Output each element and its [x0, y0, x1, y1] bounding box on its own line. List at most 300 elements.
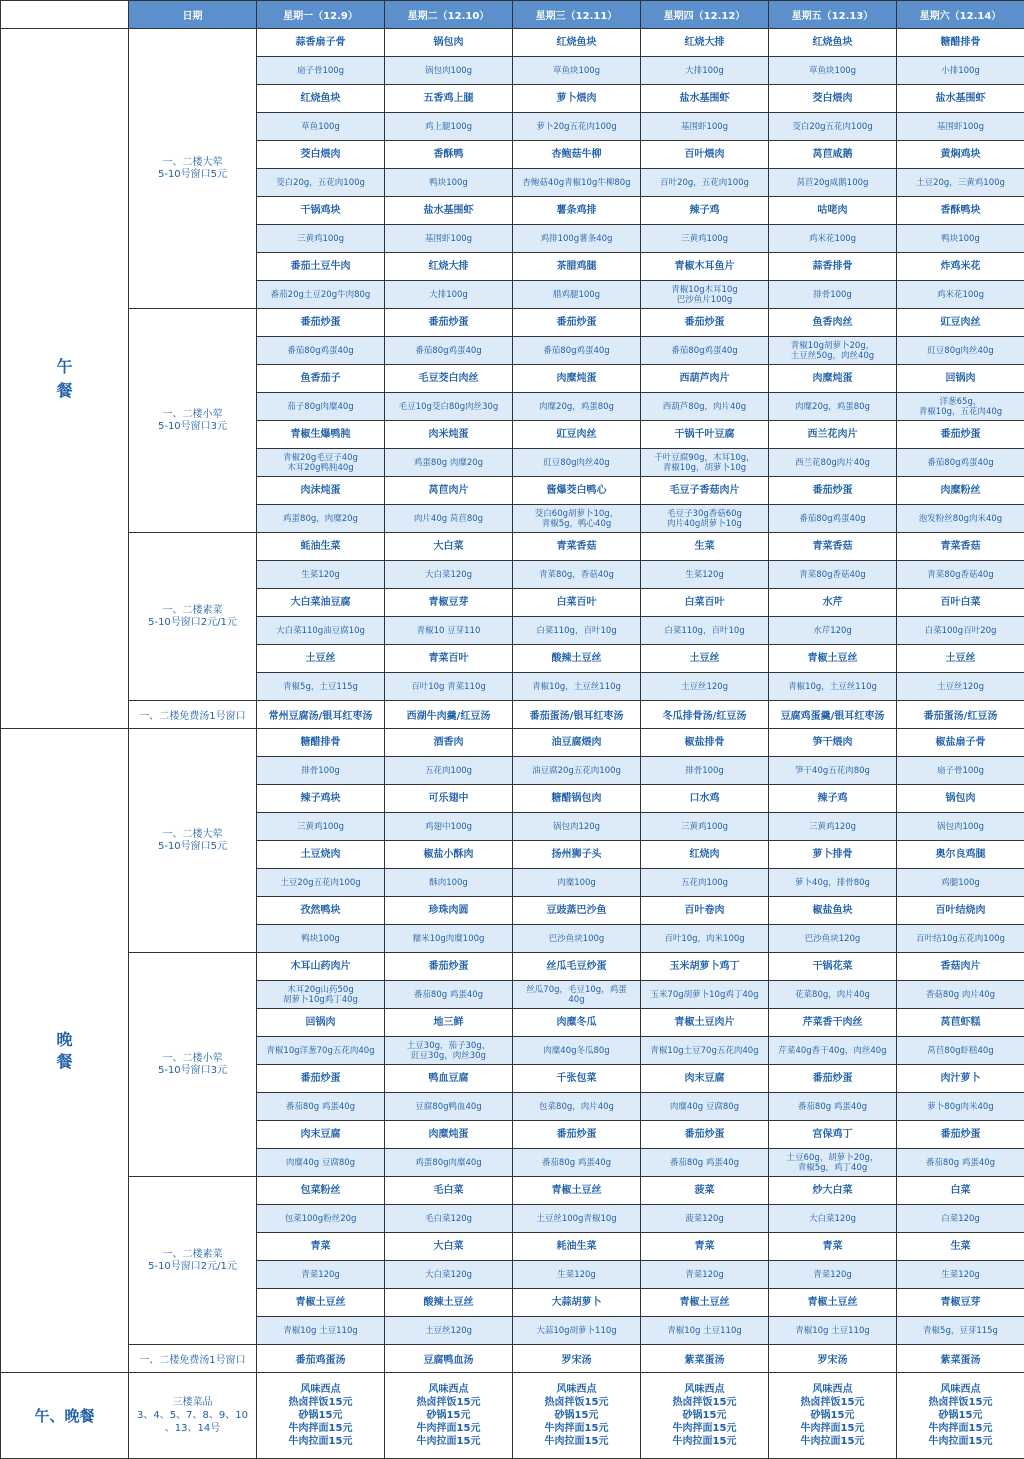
dish-name: 椒盐扇子骨: [897, 729, 1024, 757]
dish-name: 炸鸡米花: [897, 253, 1024, 281]
dish-ingredients: 大白菜120g: [385, 561, 513, 589]
dish-name: 薯条鸡排: [513, 197, 641, 225]
dish-name: 可乐翅中: [385, 785, 513, 813]
dish-ingredients: 百叶20g，五花肉100g: [641, 169, 769, 197]
dish-ingredients: 西葫芦80g，肉片40g: [641, 393, 769, 421]
dish-ingredients: 土豆丝120g: [897, 673, 1024, 701]
dish-name: 豇豆肉丝: [897, 309, 1024, 337]
dish-ingredients: 豇豆80g肉丝40g: [897, 337, 1024, 365]
dish-name: 酱爆茭白鸭心: [513, 477, 641, 505]
dish-name: 白菜百叶: [641, 589, 769, 617]
dish-ingredients: 鸡蛋80g，肉糜20g: [257, 505, 385, 533]
dish-name: 肉沫炖蛋: [257, 477, 385, 505]
dish-ingredients: 土豆丝120g: [385, 1317, 513, 1345]
dish-ingredients: 萝卜80g肉米40g: [897, 1093, 1024, 1121]
soup-name: 紫菜蛋汤: [897, 1345, 1024, 1373]
soup-name: 冬瓜排骨汤/红豆汤: [641, 701, 769, 729]
dish-ingredients: 肉糜100g: [513, 869, 641, 897]
soup-row: [1, 701, 1024, 729]
dish-name: 孜然鸭块: [257, 897, 385, 925]
dish-name: 青菜香菇: [513, 533, 641, 561]
dish-name: 口水鸡: [641, 785, 769, 813]
dish-name: 香酥鸭: [385, 141, 513, 169]
dish-name: 肉糜冬瓜: [513, 1009, 641, 1037]
dish-name: 番茄炒蛋: [897, 421, 1024, 449]
combo-items: 风味西点 热卤拌饭15元 砂锅15元 牛肉拌面15元 牛肉拉面15元: [385, 1373, 513, 1459]
dish-ingredients: 番茄80g 鸡蛋40g: [257, 1093, 385, 1121]
dish-ingredients: 基围虾100g: [385, 225, 513, 253]
dish-row: [1, 953, 1024, 981]
dish-ingredients: 巴沙鱼块100g: [513, 925, 641, 953]
dish-ingredients: 青菜120g: [769, 1261, 897, 1289]
dish-name: 珍珠肉圆: [385, 897, 513, 925]
combo-items: 风味西点 热卤拌饭15元 砂锅15元 牛肉拌面15元 牛肉拉面15元: [513, 1373, 641, 1459]
dish-ingredients: 包菜100g粉丝20g: [257, 1205, 385, 1233]
dish-name: 五香鸡上腿: [385, 85, 513, 113]
dish-ingredients: 三黄鸡100g: [641, 813, 769, 841]
header-corner: [1, 1, 129, 29]
dish-name: 香菇肉片: [897, 953, 1024, 981]
dish-ingredients: 生菜120g: [513, 1261, 641, 1289]
combo-items: 风味西点 热卤拌饭15元 砂锅15元 牛肉拌面15元 牛肉拉面15元: [641, 1373, 769, 1459]
dish-ingredients: 西兰花80g肉片40g: [769, 449, 897, 477]
dish-name: 酒香肉: [385, 729, 513, 757]
dish-name: 番茄炒蛋: [897, 1121, 1024, 1149]
dish-name: 千张包菜: [513, 1065, 641, 1093]
dish-name: 青椒土豆丝: [513, 1177, 641, 1205]
dish-ingredients: 草鱼块100g: [513, 57, 641, 85]
dish-name: 生菜: [897, 1233, 1024, 1261]
soup-category-label: 一、二楼免费汤1号窗口: [129, 701, 257, 729]
dish-ingredients: 番茄80g鸡蛋40g: [769, 505, 897, 533]
dish-name: 椒盐小酥肉: [385, 841, 513, 869]
dish-name: 肉末豆腐: [257, 1121, 385, 1149]
dish-name: 笋干煨肉: [769, 729, 897, 757]
dish-name: 番茄炒蛋: [257, 1065, 385, 1093]
dish-ingredients: 青椒10g木耳10g 巴沙鱼片100g: [641, 281, 769, 309]
dish-ingredients: 番茄80g 鸡蛋40g: [513, 1149, 641, 1177]
combo-items: 风味西点 热卤拌饭15元 砂锅15元 牛肉拌面15元 牛肉拉面15元: [257, 1373, 385, 1459]
dish-ingredients: 青椒5g，豆芽115g: [897, 1317, 1024, 1345]
dish-ingredients: 白菜110g，百叶10g: [513, 617, 641, 645]
dish-name: 白菜百叶: [513, 589, 641, 617]
dish-ingredients: 大排100g: [385, 281, 513, 309]
dish-ingredients: 花菜80g，肉片40g: [769, 981, 897, 1009]
dish-ingredients: 大白菜120g: [385, 1261, 513, 1289]
dish-name: 蒜香排骨: [769, 253, 897, 281]
dish-ingredients: 肉糜40g 豆腐80g: [257, 1149, 385, 1177]
dish-name: 青椒豆芽: [385, 589, 513, 617]
dish-name: 红烧鱼块: [257, 85, 385, 113]
dish-name: 青菜: [257, 1233, 385, 1261]
dish-ingredients: 青椒10g 土豆110g: [257, 1317, 385, 1345]
dish-ingredients: 番茄20g土豆20g牛肉80g: [257, 281, 385, 309]
dish-name: 莴苣肉片: [385, 477, 513, 505]
dish-ingredients: 鸡米花100g: [769, 225, 897, 253]
soup-name: 番茄蛋汤/红豆汤: [897, 701, 1024, 729]
dish-ingredients: 毛豆10g茭白80g肉丝30g: [385, 393, 513, 421]
dish-ingredients: 鸡翅中100g: [385, 813, 513, 841]
dish-ingredients: 包菜80g，肉片40g: [513, 1093, 641, 1121]
dish-ingredients: 排骨100g: [641, 757, 769, 785]
dish-name: 香酥鸭块: [897, 197, 1024, 225]
dish-ingredients: 白菜120g: [897, 1205, 1024, 1233]
dish-name: 青椒土豆丝: [641, 1289, 769, 1317]
dish-ingredients: 五花肉100g: [385, 757, 513, 785]
soup-name: 西湖牛肉羹/红豆汤: [385, 701, 513, 729]
dish-name: 鱼香茄子: [257, 365, 385, 393]
dish-name: 土豆丝: [641, 645, 769, 673]
dish-name: 干锅鸡块: [257, 197, 385, 225]
dish-ingredients: 土豆30g，茄子30g， 豇豆30g，肉丝30g: [385, 1037, 513, 1065]
dish-name: 耗油生菜: [513, 1233, 641, 1261]
dish-name: 毛豆子香菇肉片: [641, 477, 769, 505]
dish-name: 鱼香肉丝: [769, 309, 897, 337]
dish-ingredients: 百叶10g，肉米100g: [641, 925, 769, 953]
dish-ingredients: 青椒10g土豆70g五花肉40g: [641, 1037, 769, 1065]
dish-ingredients: 白菜110g，百叶10g: [641, 617, 769, 645]
dish-name: 糖醋排骨: [897, 29, 1024, 57]
dish-name: 青菜百叶: [385, 645, 513, 673]
dish-name: 番茄炒蛋: [769, 1065, 897, 1093]
dish-ingredients: 杏鲍菇40g青椒10g牛柳80g: [513, 169, 641, 197]
dish-ingredients: 鸭块100g: [257, 925, 385, 953]
dish-ingredients: 草鱼块100g: [769, 57, 897, 85]
dish-name: 酸辣土豆丝: [385, 1289, 513, 1317]
dish-name: 包菜粉丝: [257, 1177, 385, 1205]
dish-ingredients: 茄子80g肉糜40g: [257, 393, 385, 421]
soup-name: 罗宋汤: [513, 1345, 641, 1373]
dish-ingredients: 油豆腐20g五花肉100g: [513, 757, 641, 785]
dish-ingredients: 基围虾100g: [641, 113, 769, 141]
dish-ingredients: 糯米10g肉糜100g: [385, 925, 513, 953]
dish-ingredients: 青椒10g洋葱70g五花肉40g: [257, 1037, 385, 1065]
dish-ingredients: 土豆60g，胡萝卜20g， 青椒5g，鸡丁40g: [769, 1149, 897, 1177]
dish-name: 青椒土豆丝: [769, 645, 897, 673]
dish-ingredients: 香菇80g 肉片40g: [897, 981, 1024, 1009]
dish-name: 辣子鸡: [641, 197, 769, 225]
dish-ingredients: 大白菜110g油豆腐10g: [257, 617, 385, 645]
dish-name: 青椒木耳鱼片: [641, 253, 769, 281]
dish-ingredients: 青椒5g，土豆115g: [257, 673, 385, 701]
dish-ingredients: 番茄80g鸡蛋40g: [513, 337, 641, 365]
dish-name: 西葫芦肉片: [641, 365, 769, 393]
dish-name: 地三鲜: [385, 1009, 513, 1037]
dish-ingredients: 肉片40g 莴苣80g: [385, 505, 513, 533]
soup-name: 豆腐鸡蛋羹/银耳红枣汤: [769, 701, 897, 729]
dish-ingredients: 莴苣20g咸鹅100g: [769, 169, 897, 197]
dish-ingredients: 洋葱65g， 青椒10g，五花肉40g: [897, 393, 1024, 421]
dish-name: 红烧大排: [385, 253, 513, 281]
dish-ingredients: 番茄80g鸡蛋40g: [385, 337, 513, 365]
dish-name: 糖醋排骨: [257, 729, 385, 757]
dish-name: 盐水基围虾: [385, 197, 513, 225]
dish-name: 肉末豆腐: [641, 1065, 769, 1093]
dish-name: 椒盐排骨: [641, 729, 769, 757]
dish-name: 红烧肉: [641, 841, 769, 869]
dish-ingredients: 锅包肉120g: [513, 813, 641, 841]
dish-name: 炒大白菜: [769, 1177, 897, 1205]
dish-name: 土豆丝: [257, 645, 385, 673]
dish-ingredients: 番茄80g鸡蛋40g: [257, 337, 385, 365]
dish-ingredients: 三黄鸡100g: [257, 813, 385, 841]
dish-name: 青椒生爆鸭肫: [257, 421, 385, 449]
dish-ingredients: 水芹120g: [769, 617, 897, 645]
dish-name: 回锅肉: [897, 365, 1024, 393]
header-day: 星期六（12.14）: [897, 1, 1024, 29]
category-label: 一、二楼小荤 5-10号窗口3元: [129, 309, 257, 533]
header-date-label: 日期: [129, 1, 257, 29]
dish-name: 黄焖鸡块: [897, 141, 1024, 169]
dish-name: 土豆丝: [897, 645, 1024, 673]
dish-ingredients: 腊鸡腿100g: [513, 281, 641, 309]
dish-ingredients: 扇子骨100g: [897, 757, 1024, 785]
meal-label: 晚 餐: [1, 729, 129, 1373]
dish-ingredients: 鸡腿100g: [897, 869, 1024, 897]
dish-ingredients: 三黄鸡120g: [769, 813, 897, 841]
dish-ingredients: 茭白60g胡萝卜10g， 青椒5g，鸭心40g: [513, 505, 641, 533]
dish-ingredients: 木耳20g山药50g 胡萝卜10g鸡丁40g: [257, 981, 385, 1009]
dish-name: 番茄炒蛋: [385, 309, 513, 337]
dish-name: 百叶结烧肉: [897, 897, 1024, 925]
category-label: 一、二楼素菜 5-10号窗口2元/1元: [129, 533, 257, 701]
menu-body: [1, 29, 1024, 1459]
dish-ingredients: 排骨100g: [257, 757, 385, 785]
dish-ingredients: 白菜100g百叶20g: [897, 617, 1024, 645]
dish-row: [1, 309, 1024, 337]
dish-name: 番茄炒蛋: [257, 309, 385, 337]
dish-ingredients: 茭白20g五花肉100g: [769, 113, 897, 141]
dish-ingredients: 五花肉100g: [641, 869, 769, 897]
dish-name: 百叶煨肉: [641, 141, 769, 169]
combo-items: 风味西点 热卤拌饭15元 砂锅15元 牛肉拌面15元 牛肉拉面15元: [897, 1373, 1024, 1459]
dish-name: 锅包肉: [897, 785, 1024, 813]
dish-name: 咕咾肉: [769, 197, 897, 225]
dish-ingredients: 茭白20g，五花肉100g: [257, 169, 385, 197]
dish-ingredients: 生菜120g: [641, 561, 769, 589]
combo-items: 风味西点 热卤拌饭15元 砂锅15元 牛肉拌面15元 牛肉拉面15元: [769, 1373, 897, 1459]
dish-ingredients: 青椒10g 土豆110g: [769, 1317, 897, 1345]
dish-name: 大白菜: [385, 1233, 513, 1261]
header-row: [1, 1, 1024, 29]
dish-ingredients: 肉糜20g，鸡蛋80g: [513, 393, 641, 421]
header-day: 星期一（12.9）: [257, 1, 385, 29]
dish-name: 萝卜排骨: [769, 841, 897, 869]
dish-name: 番茄炒蛋: [513, 309, 641, 337]
dish-name: 红烧鱼块: [769, 29, 897, 57]
dish-name: 青菜香菇: [897, 533, 1024, 561]
dish-ingredients: 三黄鸡100g: [641, 225, 769, 253]
header-day: 星期五（12.13）: [769, 1, 897, 29]
dish-name: 百叶卷肉: [641, 897, 769, 925]
dish-row: [1, 1177, 1024, 1205]
dish-ingredients: 豇豆80g肉丝40g: [513, 449, 641, 477]
dish-ingredients: 青椒10 豆芽110: [385, 617, 513, 645]
combo-category-label: 三楼菜品 3、4、5、7、8、9、10 、13、14号: [129, 1373, 257, 1459]
dish-name: 西兰花肉片: [769, 421, 897, 449]
dish-ingredients: 萝卜40g，排骨80g: [769, 869, 897, 897]
dish-ingredients: 土豆丝100g青椒10g: [513, 1205, 641, 1233]
dish-ingredients: 番茄80g 鸡蛋40g: [641, 1149, 769, 1177]
dish-ingredients: 青菜120g: [641, 1261, 769, 1289]
soup-name: 罗宋汤: [769, 1345, 897, 1373]
dish-name: 青椒土豆丝: [257, 1289, 385, 1317]
dish-name: 干锅花菜: [769, 953, 897, 981]
dish-name: 番茄土豆牛肉: [257, 253, 385, 281]
dish-ingredients: 鸭块100g: [897, 225, 1024, 253]
header-day: 星期四（12.12）: [641, 1, 769, 29]
dish-ingredients: 生菜120g: [897, 1261, 1024, 1289]
dish-name: 肉米炖蛋: [385, 421, 513, 449]
dish-ingredients: 三黄鸡100g: [257, 225, 385, 253]
dish-name: 青椒土豆肉片: [641, 1009, 769, 1037]
dish-name: 茶腊鸡腿: [513, 253, 641, 281]
dish-ingredients: 鸡排100g薯条40g: [513, 225, 641, 253]
dish-ingredients: 肉糜20g，鸡蛋80g: [769, 393, 897, 421]
dish-ingredients: 千叶豆腐90g，木耳10g， 青椒10g，胡萝卜10g: [641, 449, 769, 477]
dish-name: 椒盐鱼块: [769, 897, 897, 925]
dish-ingredients: 番茄80g鸡蛋40g: [641, 337, 769, 365]
dish-name: 番茄炒蛋: [641, 309, 769, 337]
dish-ingredients: 丝瓜70g，毛豆10g，鸡蛋 40g: [513, 981, 641, 1009]
dish-ingredients: 排骨100g: [769, 281, 897, 309]
dish-ingredients: 青菜120g: [257, 1261, 385, 1289]
dish-ingredients: 番茄80g 鸡蛋40g: [385, 981, 513, 1009]
dish-ingredients: 锅包肉100g: [897, 813, 1024, 841]
dish-name: 肉汁萝卜: [897, 1065, 1024, 1093]
dish-ingredients: 土豆丝120g: [641, 673, 769, 701]
meal-label: 午 餐: [1, 29, 129, 729]
dish-ingredients: 大白菜120g: [769, 1205, 897, 1233]
dish-name: 扬州狮子头: [513, 841, 641, 869]
dish-row: [1, 533, 1024, 561]
dish-name: 番茄炒蛋: [385, 953, 513, 981]
dish-name: 回锅肉: [257, 1009, 385, 1037]
dish-ingredients: 青椒10g胡萝卜20g， 土豆丝50g，肉丝40g: [769, 337, 897, 365]
dish-ingredients: 大蒜10g胡萝卜110g: [513, 1317, 641, 1345]
dish-name: 鸭血豆腐: [385, 1065, 513, 1093]
dish-ingredients: 生菜120g: [257, 561, 385, 589]
dish-ingredients: 大排100g: [641, 57, 769, 85]
dish-ingredients: 肉糜40g冬瓜80g: [513, 1037, 641, 1065]
dish-ingredients: 青菜80g香菇40g: [897, 561, 1024, 589]
dish-name: 芹菜香干肉丝: [769, 1009, 897, 1037]
dish-ingredients: 青椒20g毛豆子40g 木耳20g鸭肫40g: [257, 449, 385, 477]
third-floor-row: [1, 1373, 1024, 1459]
dish-ingredients: 玉米70g胡萝卜10g鸡丁40g: [641, 981, 769, 1009]
dish-name: 蚝油生菜: [257, 533, 385, 561]
dish-ingredients: 小排100g: [897, 57, 1024, 85]
dish-ingredients: 百叶结10g五花肉100g: [897, 925, 1024, 953]
dish-name: 菠菜: [641, 1177, 769, 1205]
dish-name: 毛豆茭白肉丝: [385, 365, 513, 393]
dish-name: 肉糜炖蛋: [385, 1121, 513, 1149]
dish-name: 宫保鸡丁: [769, 1121, 897, 1149]
dish-ingredients: 鸡蛋80g 肉糜20g: [385, 449, 513, 477]
dish-ingredients: 毛豆子30g香菇60g 肉片40g胡萝卜10g: [641, 505, 769, 533]
dish-ingredients: 扇子骨100g: [257, 57, 385, 85]
dish-ingredients: 青椒10g 土豆110g: [641, 1317, 769, 1345]
dish-name: 油豆腐煨肉: [513, 729, 641, 757]
dish-name: 辣子鸡: [769, 785, 897, 813]
soup-category-label: 一、二楼免费汤1号窗口: [129, 1345, 257, 1373]
dish-ingredients: 百叶10g 青菜110g: [385, 673, 513, 701]
dish-name: 糖醋锅包肉: [513, 785, 641, 813]
dish-ingredients: 笋干40g五花肉80g: [769, 757, 897, 785]
dish-ingredients: 泡发粉丝80g肉米40g: [897, 505, 1024, 533]
dish-ingredients: 土豆20g五花肉100g: [257, 869, 385, 897]
dish-name: 盐水基围虾: [641, 85, 769, 113]
soup-name: 番茄鸡蛋汤: [257, 1345, 385, 1373]
dish-ingredients: 菠菜120g: [641, 1205, 769, 1233]
soup-name: 番茄蛋汤/银耳红枣汤: [513, 701, 641, 729]
dish-name: 豆豉蒸巴沙鱼: [513, 897, 641, 925]
dish-ingredients: 鸡米花100g: [897, 281, 1024, 309]
dish-name: 生菜: [641, 533, 769, 561]
dish-name: 肉糜炖蛋: [769, 365, 897, 393]
dish-ingredients: 鸭块100g: [385, 169, 513, 197]
dish-name: 红烧大排: [641, 29, 769, 57]
dish-name: 木耳山药肉片: [257, 953, 385, 981]
dish-ingredients: 莴苣80g虾糕40g: [897, 1037, 1024, 1065]
soup-row: [1, 1345, 1024, 1373]
dish-name: 大蒜胡萝卜: [513, 1289, 641, 1317]
dish-ingredients: 芹菜40g香干40g，肉丝40g: [769, 1037, 897, 1065]
dish-ingredients: 番茄80g 鸡蛋40g: [769, 1093, 897, 1121]
dish-ingredients: 肉糜40g 豆腐80g: [641, 1093, 769, 1121]
dish-ingredients: 土豆20g，三黄鸡100g: [897, 169, 1024, 197]
dish-name: 水芹: [769, 589, 897, 617]
dish-name: 干锅千叶豆腐: [641, 421, 769, 449]
dish-name: 辣子鸡块: [257, 785, 385, 813]
dish-ingredients: 番茄80g鸡蛋40g: [897, 449, 1024, 477]
dish-ingredients: 豆腐80g鸭血40g: [385, 1093, 513, 1121]
dish-ingredients: 毛白菜120g: [385, 1205, 513, 1233]
dish-name: 奥尔良鸡腿: [897, 841, 1024, 869]
dish-name: 青菜香菇: [769, 533, 897, 561]
dish-ingredients: 锅包肉100g: [385, 57, 513, 85]
dish-ingredients: 萝卜20g五花肉100g: [513, 113, 641, 141]
dish-name: 杏鲍菇牛柳: [513, 141, 641, 169]
dish-ingredients: 基围虾100g: [897, 113, 1024, 141]
dish-ingredients: 青椒10g，土豆丝110g: [769, 673, 897, 701]
dish-name: 莴苣虾糕: [897, 1009, 1024, 1037]
dish-name: 萝卜煨肉: [513, 85, 641, 113]
dish-name: 丝瓜毛豆炒蛋: [513, 953, 641, 981]
dish-ingredients: 鸡上腿100g: [385, 113, 513, 141]
category-label: 一、二楼大荤 5-10号窗口5元: [129, 729, 257, 953]
dish-name: 锅包肉: [385, 29, 513, 57]
dish-ingredients: 酥肉100g: [385, 869, 513, 897]
dish-name: 茭白煨肉: [257, 141, 385, 169]
dish-name: 豇豆肉丝: [513, 421, 641, 449]
dish-name: 番茄炒蛋: [513, 1121, 641, 1149]
dish-name: 青菜: [641, 1233, 769, 1261]
dish-name: 大白菜油豆腐: [257, 589, 385, 617]
category-label: 一、二楼大荤 5-10号窗口5元: [129, 29, 257, 309]
dish-ingredients: 番茄80g 鸡蛋40g: [897, 1149, 1024, 1177]
dish-name: 大白菜: [385, 533, 513, 561]
dish-name: 百叶白菜: [897, 589, 1024, 617]
soup-name: 常州豆腐汤/银耳红枣汤: [257, 701, 385, 729]
dish-ingredients: 草鱼100g: [257, 113, 385, 141]
dish-name: 玉米胡萝卜鸡丁: [641, 953, 769, 981]
dish-name: 红烧鱼块: [513, 29, 641, 57]
dish-ingredients: 巴沙鱼块120g: [769, 925, 897, 953]
dish-name: 肉糜粉丝: [897, 477, 1024, 505]
dish-ingredients: 鸡蛋80g肉糜40g: [385, 1149, 513, 1177]
dish-name: 蒜香扇子骨: [257, 29, 385, 57]
